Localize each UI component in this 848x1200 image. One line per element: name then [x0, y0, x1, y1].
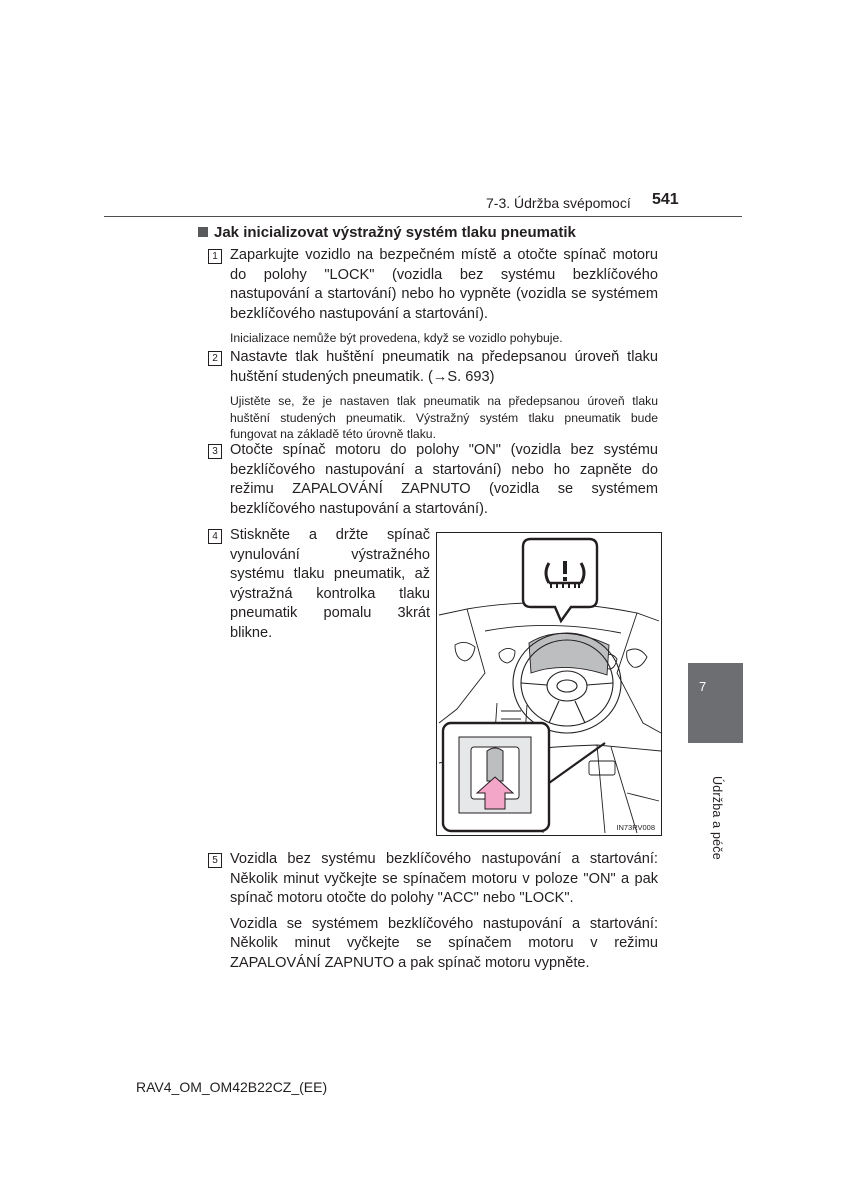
figure-code: IN73RV008	[616, 823, 655, 832]
step-3	[208, 441, 658, 519]
step-note: Ujistěte se, že je nastaven tlak pneumatik na předepsanou úroveň tlaku huštění studených pneumatik. Výstražný systém tlaku pneumatik bude fungovat na základě této úrovně tlaku.	[230, 394, 658, 441]
step-text: Zaparkujte vozidlo na bezpečném místě a otočte spínač motoru do polohy "LOCK" (vozidla bez systému bezklíčového nastupování a startování) nebo ho vypněte (vozidla se systémem bezklíčového nastupování a startování).	[230, 247, 658, 322]
step-text: Vozidla bez systému bezklíčového nastupování a startování: Několik minut vyčkejte se spínačem motoru v poloze "ON" a pak spínač motoru otočte do polohy "ACC" nebo "LOCK".	[230, 851, 658, 907]
step-number: 2	[208, 351, 222, 366]
chapter-tab	[688, 663, 743, 743]
step-number: 5	[208, 853, 222, 868]
header-divider	[104, 216, 742, 217]
step-text: Otočte spínač motoru do polohy "ON" (vozidla bez systému bezklíčového nastupování a startování) nebo ho zapněte do režimu ZAPALOVÁNÍ ZAPNUTO (vozidla se systémem bezklíčového nastupování a startování).	[230, 442, 658, 517]
step-5	[208, 850, 658, 974]
dashboard-illustration	[436, 532, 662, 836]
chapter-label: Údržba a péče	[710, 776, 724, 860]
step-number: 3	[208, 444, 222, 459]
chapter-number: 7	[699, 679, 707, 694]
step-text: Nastavte tlak huštění pneumatik na předepsanou úroveň tlaku huštění studených pneumatik. (→S. 693)	[230, 349, 658, 385]
document-code: RAV4_OM_OM42B22CZ_(EE)	[136, 1079, 328, 1095]
dashboard-drawing	[437, 533, 662, 836]
header-section-title: 7-3. Údržba svépomocí	[486, 195, 631, 211]
step-2	[208, 348, 658, 442]
page-number: 541	[652, 191, 679, 208]
step-number: 4	[208, 529, 222, 544]
step-4	[208, 526, 430, 644]
section-title	[198, 224, 576, 241]
step-number: 1	[208, 249, 222, 264]
step-note: Inicializace nemůže být provedena, když se vozidlo pohybuje.	[230, 331, 563, 346]
step-text: Stiskněte a držte spínač vynulování výstražného systému tlaku pneumatik, až výstražná kontrolka tlaku pneumatik pomalu 3krát blikne.	[230, 527, 430, 641]
step-1	[208, 246, 658, 347]
square-bullet-icon	[198, 227, 208, 237]
step-text-continued: Vozidla se systémem bezklíčového nastupování a startování: Několik minut vyčkejte se spínačem motoru v režimu ZAPALOVÁNÍ ZAPNUTO a pak spínač motoru vypněte.	[230, 915, 658, 971]
section-title-text: Jak inicializovat výstražný systém tlaku pneumatik	[214, 224, 576, 241]
